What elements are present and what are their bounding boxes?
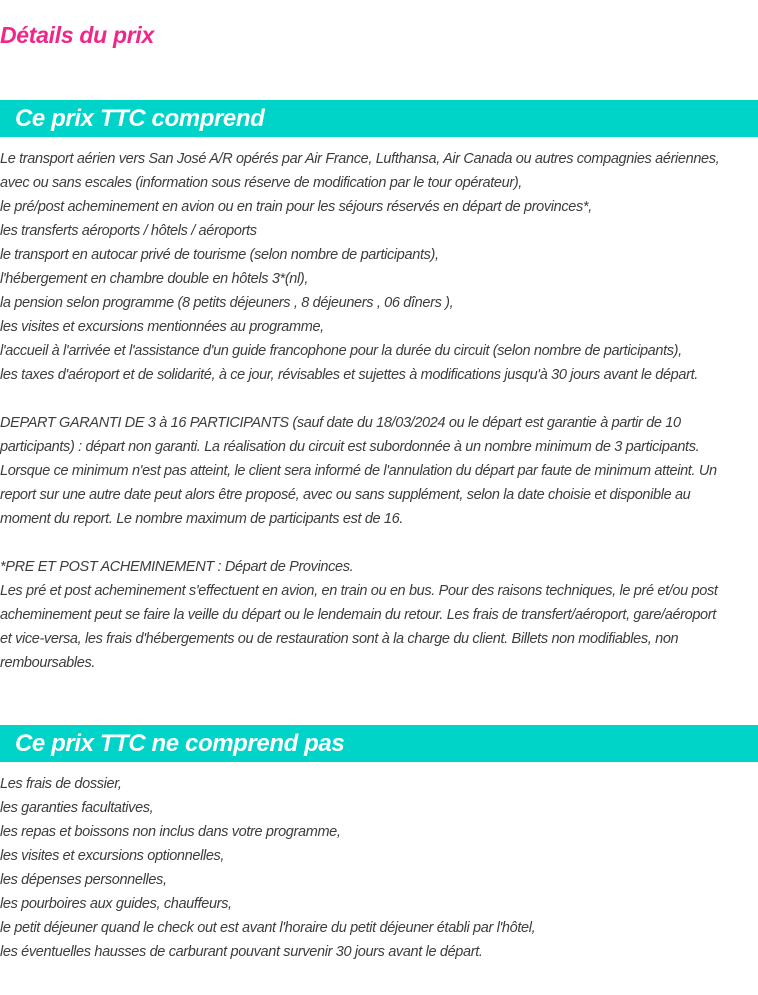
excluded-item: les visites et excursions optionnelles,: [0, 848, 225, 864]
excluded-item: les garanties facultatives,: [0, 800, 154, 816]
transfer-note-line: *PRE ET POST ACHEMINEMENT : Départ de Provinces.: [0, 559, 354, 575]
included-item: l'hébergement en chambre double en hôtels 3*(nl),: [0, 271, 309, 287]
included-item: le pré/post acheminement en avion ou en train pour les séjours réservés en départ de provinces*,: [0, 199, 592, 215]
excluded-item: les repas et boissons non inclus dans votre programme,: [0, 824, 341, 840]
included-item: le transport en autocar privé de tourisme (selon nombre de participants),: [0, 247, 439, 263]
excluded-section-header: Ce prix TTC ne comprend pas: [0, 725, 758, 762]
included-item: Le transport aérien vers San José A/R opérés par Air France, Lufthansa, Air Canada ou autres compagnies aériennes,: [0, 151, 720, 167]
departure-note-line: participants) : départ non garanti. La réalisation du circuit est subordonnée à un nombre minimum de 3 participants.: [0, 439, 700, 455]
transfer-note-line: et vice-versa, les frais d'hébergements ou de restauration sont à la charge du client. Billets non modifiables, non: [0, 631, 679, 647]
included-item: les transferts aéroports / hôtels / aéroports: [0, 223, 257, 239]
excluded-item: Les frais de dossier,: [0, 776, 122, 792]
excluded-item: les pourboires aux guides, chauffeurs,: [0, 896, 232, 912]
departure-note-line: moment du report. Le nombre maximum de participants est de 16.: [0, 511, 404, 527]
page-title: Détails du prix: [0, 22, 154, 48]
departure-note-line: report sur une autre date peut alors être proposé, avec ou sans supplément, selon la date choisie et disponible au: [0, 487, 691, 503]
excluded-item: les éventuelles hausses de carburant pouvant survenir 30 jours avant le départ.: [0, 944, 483, 960]
departure-note-line: Lorsque ce minimum n'est pas atteint, le client sera informé de l'annulation du départ par faute de minimum atteint. Un: [0, 463, 717, 479]
transfer-note-line: remboursables.: [0, 655, 96, 671]
included-item: la pension selon programme (8 petits déjeuners , 8 déjeuners , 06 dîners ),: [0, 295, 454, 311]
departure-note-line: DEPART GARANTI DE 3 à 16 PARTICIPANTS (sauf date du 18/03/2024 ou le départ est garantie à partir de 10: [0, 415, 681, 431]
excluded-item: le petit déjeuner quand le check out est avant l'horaire du petit déjeuner établi par l'hôtel,: [0, 920, 536, 936]
excluded-item: les dépenses personnelles,: [0, 872, 167, 888]
transfer-note-line: acheminement peut se faire la veille du départ ou le lendemain du retour. Les frais de transfert/aéroport, gare/aéroport: [0, 607, 716, 623]
included-item: les taxes d'aéroport et de solidarité, à ce jour, révisables et sujettes à modifications jusqu'à 30 jours avant le départ.: [0, 367, 698, 383]
included-item: les visites et excursions mentionnées au programme,: [0, 319, 324, 335]
included-item: avec ou sans escales (information sous réserve de modification par le tour opérateur),: [0, 175, 522, 191]
included-item: l'accueil à l'arrivée et l'assistance d'un guide francophone pour la durée du circuit (selon nombre de participants),: [0, 343, 682, 359]
transfer-note-line: Les pré et post acheminement s'effectuent en avion, en train ou en bus. Pour des raisons techniques, le pré et/ou post: [0, 583, 718, 599]
included-section-header: Ce prix TTC comprend: [0, 100, 758, 137]
